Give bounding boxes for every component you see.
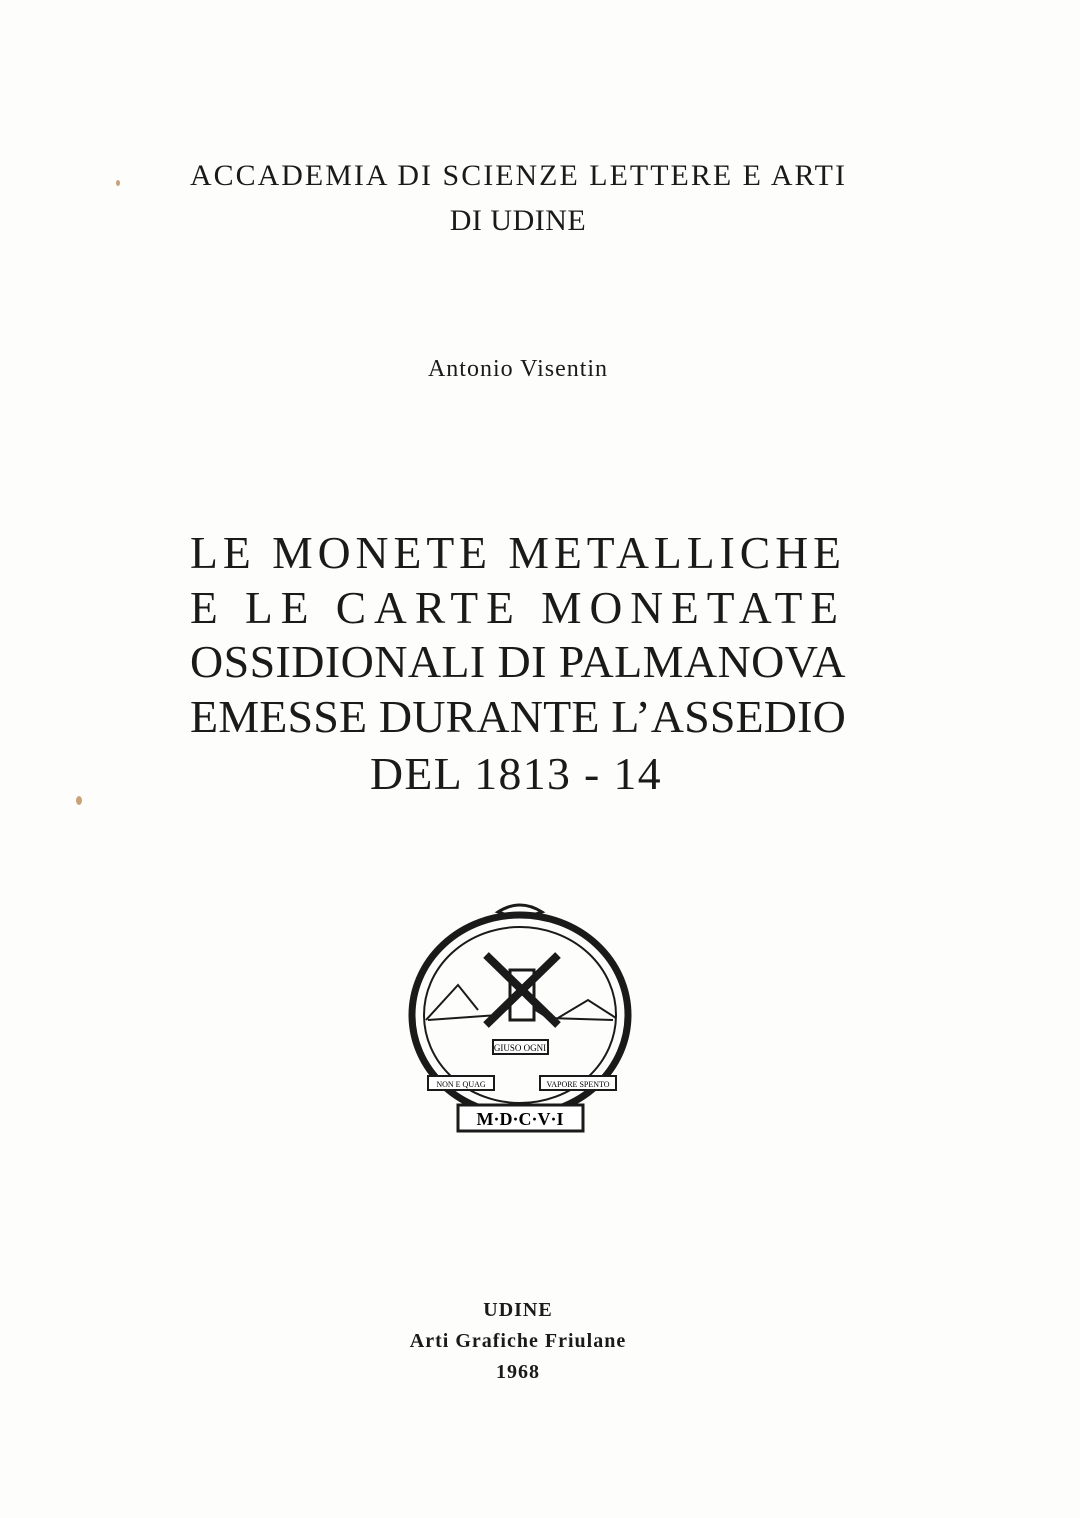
title-line-4: EMESSE DURANTE L’ASSEDIO	[190, 691, 846, 742]
paper-speck	[76, 796, 82, 805]
title-line-1: LE MONETE METALLICHE	[190, 527, 846, 578]
publisher-name: Arti Grafiche Friulane	[409, 1330, 627, 1352]
title-line-2-box	[190, 583, 846, 633]
academy-emblem	[398, 900, 643, 1145]
publisher-city: UDINE	[483, 1299, 553, 1321]
institution-city: DI UDINE	[449, 204, 587, 237]
emblem-year: M·D·C·V·I	[476, 1109, 564, 1129]
emblem-motto-left: NON E QUAG	[436, 1080, 486, 1089]
title-line-3-box	[190, 637, 846, 687]
title-line-1-box	[190, 528, 846, 578]
emblem-motto-center: GIUSO OGNI	[493, 1043, 547, 1053]
institution-city-line	[0, 203, 1036, 239]
paper-speck	[116, 180, 120, 186]
title-line-3: OSSIDIONALI DI PALMANOVA	[190, 636, 846, 687]
title-line-5-box	[370, 749, 662, 799]
title-line-5: DEL 1813 - 14	[370, 748, 662, 799]
author-name: Antonio Visentin	[427, 356, 609, 382]
title-line-2: E LE CARTE MONETATE	[190, 582, 846, 633]
institution-name-line	[190, 158, 847, 194]
institution-name: ACCADEMIA DI SCIENZE LETTERE E ARTI	[190, 159, 847, 192]
emblem-motto-right: VAPORE SPENTO	[546, 1080, 610, 1089]
publication-year: 1968	[496, 1361, 540, 1383]
title-line-4-box	[190, 692, 846, 742]
